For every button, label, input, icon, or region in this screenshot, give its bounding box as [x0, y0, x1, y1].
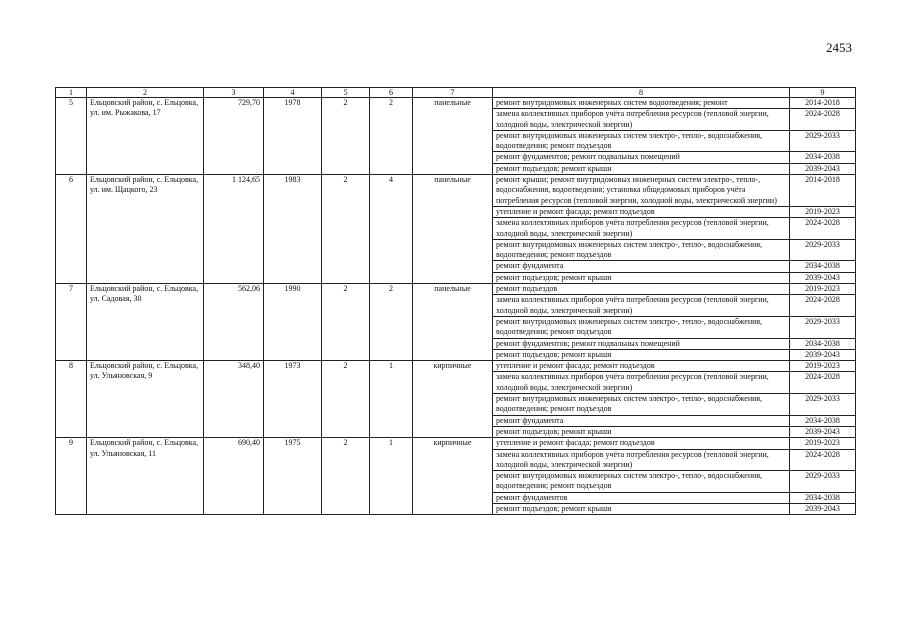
repair-period-cell: 2039-2043 [790, 349, 856, 360]
repair-period-cell: 2029-2033 [790, 239, 856, 261]
repair-work-cell: ремонт крыши; ремонт внутридомовых инженерных систем электро-, тепло-, водоснабжения, водоотведения; установка общедомовых приборов учёта потребления ресурсов (тепловой энергии, холодной воды, электрической энергии) [493, 175, 790, 207]
repair-work-cell: ремонт внутридомовых инженерных систем водоотведения; ремонт [493, 98, 790, 109]
year-cell: 1973 [264, 361, 322, 438]
table-row [56, 284, 856, 295]
address-cell: Ельцовский район, с. Ельцовка, ул. Садовая, 30 [87, 284, 204, 361]
repair-period-cell: 2029-2033 [790, 130, 856, 152]
repair-period-cell: 2034-2038 [790, 492, 856, 503]
repair-work-cell: ремонт подъездов [493, 284, 790, 295]
repair-period-cell: 2029-2033 [790, 316, 856, 338]
row-number-cell: 5 [56, 98, 87, 175]
wall-material-cell: кирпичные [413, 361, 493, 438]
column-header: 1 [56, 88, 87, 98]
repair-period-cell: 2039-2043 [790, 163, 856, 174]
repair-work-cell: ремонт фундаментов [493, 492, 790, 503]
year-cell: 1978 [264, 98, 322, 175]
entrances-cell: 1 [370, 361, 413, 438]
column-header: 6 [370, 88, 413, 98]
repair-period-cell: 2019-2023 [790, 438, 856, 449]
area-cell: 1 124,65 [204, 175, 264, 284]
entrances-cell: 1 [370, 438, 413, 515]
repair-work-cell: замена коллективных приборов учёта потребления ресурсов (тепловой энергии, холодной воды, электрической энергии) [493, 218, 790, 240]
repair-work-cell: замена коллективных приборов учёта потребления ресурсов (тепловой энергии, холодной воды, электрической энергии) [493, 449, 790, 471]
row-number-cell: 9 [56, 438, 87, 515]
repair-period-cell: 2024-2028 [790, 218, 856, 240]
floors-cell: 2 [322, 438, 370, 515]
repair-work-cell: ремонт подъездов; ремонт крыши [493, 426, 790, 437]
repair-work-cell: ремонт внутридомовых инженерных систем электро-, тепло-, водоснабжения, водоотведения; ремонт подъездов [493, 471, 790, 493]
capital-repair-table [55, 87, 856, 515]
repair-work-cell: утепление и ремонт фасада; ремонт подъездов [493, 361, 790, 372]
repair-work-cell: ремонт подъездов; ремонт крыши [493, 503, 790, 514]
repair-work-cell: ремонт внутридомовых инженерных систем электро-, тепло-, водоснабжения, водоотведения; ремонт подъездов [493, 394, 790, 416]
table-row [56, 361, 856, 372]
wall-material-cell: панельные [413, 98, 493, 175]
address-cell: Ельцовский район, с. Ельцовка, ул. им. Рыжакова, 17 [87, 98, 204, 175]
wall-material-cell: кирпичные [413, 438, 493, 515]
address-cell: Ельцовский район, с. Ельцовка, ул. Ульяновская, 11 [87, 438, 204, 515]
repair-period-cell: 2039-2043 [790, 426, 856, 437]
repair-period-cell: 2039-2043 [790, 503, 856, 514]
floors-cell: 2 [322, 175, 370, 284]
repair-period-cell: 2019-2023 [790, 206, 856, 217]
repair-work-cell: ремонт фундамента [493, 415, 790, 426]
repair-period-cell: 2034-2038 [790, 152, 856, 163]
floors-cell: 2 [322, 284, 370, 361]
repair-work-cell: ремонт внутридомовых инженерных систем электро-, тепло-, водоснабжения, водоотведения; ремонт подъездов [493, 130, 790, 152]
area-cell: 690,40 [204, 438, 264, 515]
column-header: 4 [264, 88, 322, 98]
repair-period-cell: 2029-2033 [790, 471, 856, 493]
repair-period-cell: 2014-2018 [790, 98, 856, 109]
repair-period-cell: 2024-2028 [790, 295, 856, 317]
row-number-cell: 8 [56, 361, 87, 438]
address-cell: Ельцовский район, с. Ельцовка, ул. Ульяновская, 9 [87, 361, 204, 438]
year-cell: 1990 [264, 284, 322, 361]
repair-work-cell: замена коллективных приборов учёта потребления ресурсов (тепловой энергии, холодной воды, электрической энергии) [493, 295, 790, 317]
column-header: 8 [493, 88, 790, 98]
repair-work-cell: утепление и ремонт фасада; ремонт подъездов [493, 438, 790, 449]
repair-work-cell: ремонт подъездов; ремонт крыши [493, 163, 790, 174]
repair-period-cell: 2019-2023 [790, 361, 856, 372]
repair-work-cell: ремонт фундамента [493, 261, 790, 272]
year-cell: 1983 [264, 175, 322, 284]
repair-period-cell: 2039-2043 [790, 272, 856, 283]
repair-work-cell: ремонт подъездов; ремонт крыши [493, 272, 790, 283]
repair-period-cell: 2024-2028 [790, 109, 856, 131]
wall-material-cell: панельные [413, 175, 493, 284]
column-header: 7 [413, 88, 493, 98]
entrances-cell: 4 [370, 175, 413, 284]
area-cell: 562,06 [204, 284, 264, 361]
floors-cell: 2 [322, 98, 370, 175]
repair-period-cell: 2034-2038 [790, 415, 856, 426]
column-header: 5 [322, 88, 370, 98]
repair-period-cell: 2024-2028 [790, 449, 856, 471]
page-number: 2453 [826, 40, 852, 55]
column-header: 2 [87, 88, 204, 98]
repair-period-cell: 2034-2038 [790, 338, 856, 349]
repair-work-cell: утепление и ремонт фасада; ремонт подъездов [493, 206, 790, 217]
table-row [56, 98, 856, 109]
entrances-cell: 2 [370, 284, 413, 361]
wall-material-cell: панельные [413, 284, 493, 361]
area-cell: 729,70 [204, 98, 264, 175]
repair-period-cell: 2014-2018 [790, 175, 856, 207]
repair-work-cell: замена коллективных приборов учёта потребления ресурсов (тепловой энергии, холодной воды, электрической энергии) [493, 109, 790, 131]
address-cell: Ельцовский район, с. Ельцовка, ул. им. Щацкого, 23 [87, 175, 204, 284]
table-body [56, 98, 856, 515]
repair-work-cell: ремонт фундаментов; ремонт подвальных помещений [493, 338, 790, 349]
column-header: 9 [790, 88, 856, 98]
repair-period-cell: 2034-2038 [790, 261, 856, 272]
year-cell: 1975 [264, 438, 322, 515]
repair-period-cell: 2019-2023 [790, 284, 856, 295]
repair-work-cell: ремонт подъездов; ремонт крыши [493, 349, 790, 360]
row-number-cell: 6 [56, 175, 87, 284]
repair-work-cell: ремонт внутридомовых инженерных систем электро-, тепло-, водоснабжения, водоотведения; ремонт подъездов [493, 239, 790, 261]
column-header: 3 [204, 88, 264, 98]
table-row [56, 175, 856, 207]
repair-period-cell: 2024-2028 [790, 372, 856, 394]
table-row [56, 438, 856, 449]
row-number-cell: 7 [56, 284, 87, 361]
entrances-cell: 2 [370, 98, 413, 175]
repair-work-cell: ремонт фундаментов; ремонт подвальных помещений [493, 152, 790, 163]
repair-work-cell: замена коллективных приборов учёта потребления ресурсов (тепловой энергии, холодной воды, электрической энергии) [493, 372, 790, 394]
header-row [56, 88, 856, 98]
repair-work-cell: ремонт внутридомовых инженерных систем электро-, тепло-, водоснабжения, водоотведения; ремонт подъездов [493, 316, 790, 338]
floors-cell: 2 [322, 361, 370, 438]
area-cell: 348,40 [204, 361, 264, 438]
repair-period-cell: 2029-2033 [790, 394, 856, 416]
